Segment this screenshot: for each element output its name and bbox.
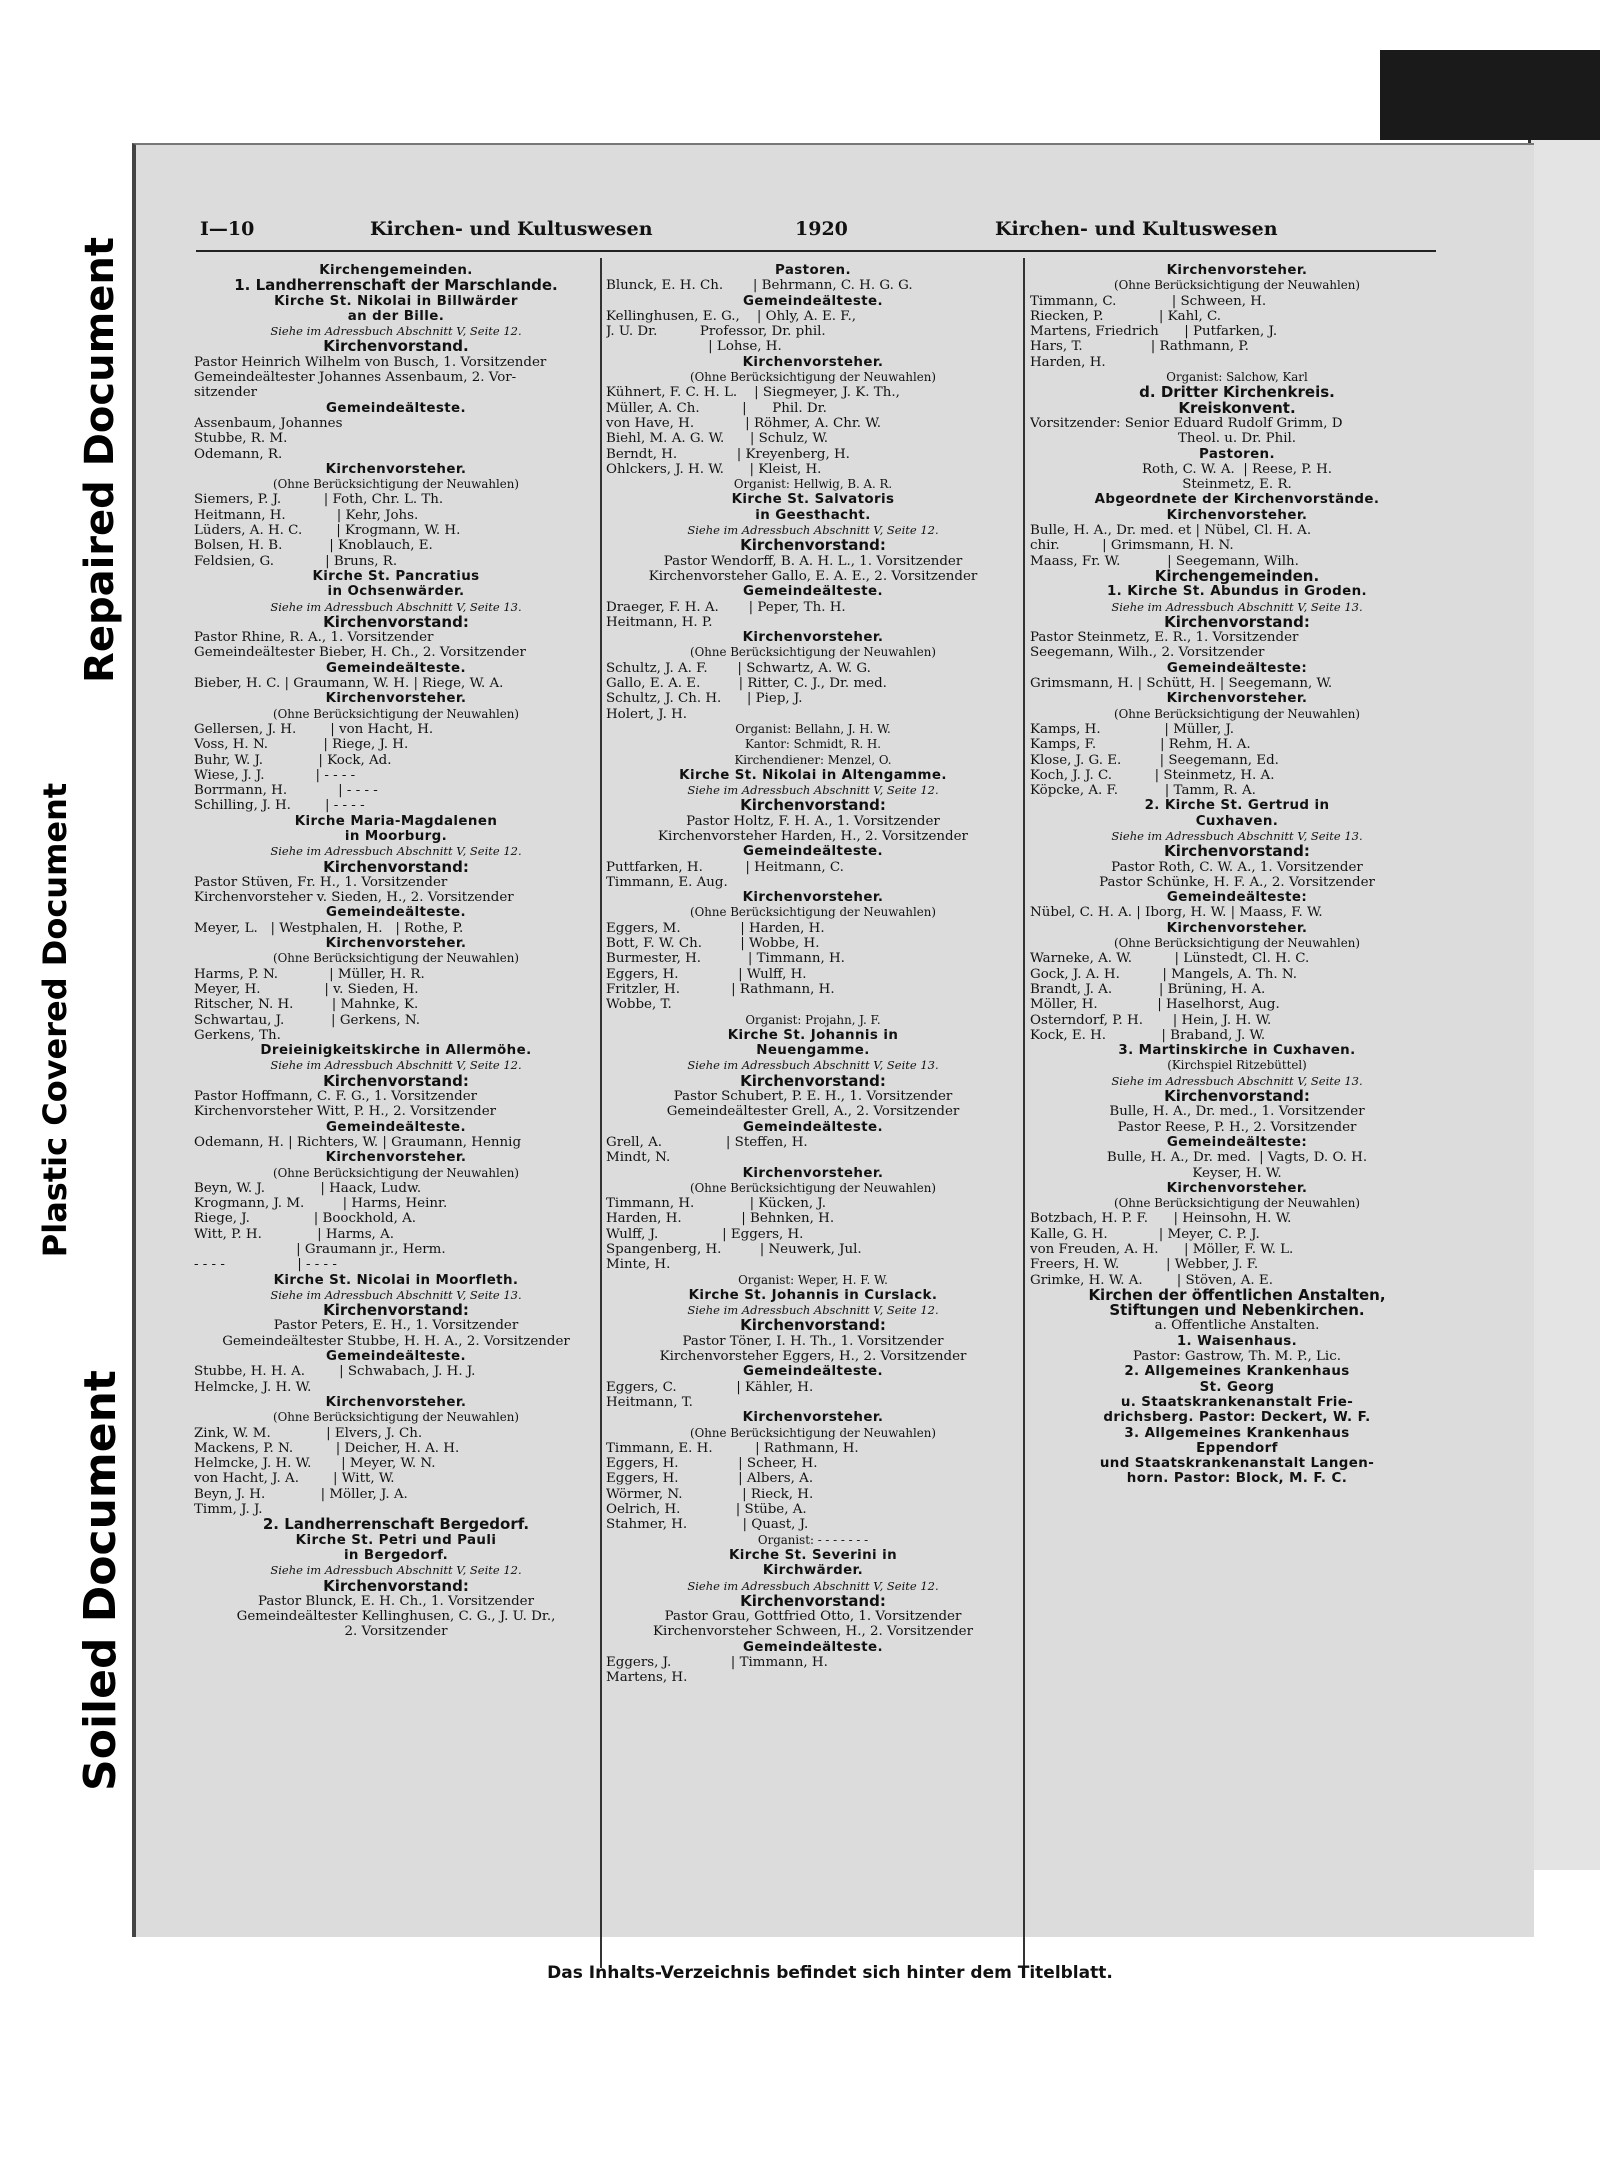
text-line: Kirchenvorstand: (740, 1318, 886, 1334)
text-line: Borrmann, H. | - - - - (194, 783, 378, 799)
text-line: Klose, J. G. E. | Seegemann, Ed. (1030, 752, 1279, 768)
text-line: Timmann, C. | Schween, H. (1030, 293, 1267, 309)
text-line: 1. Waisenhaus. (1176, 1333, 1298, 1349)
text-line: (Ohne Berücksichtigung der Neuwahlen) (690, 645, 936, 660)
text-line: Schilling, J. H. | - - - - (194, 798, 365, 814)
text-line: von Freuden, A. H. | Möller, F. W. L. (1030, 1242, 1294, 1257)
column-1 (194, 263, 598, 1640)
text-line: (Ohne Berücksichtigung der Neuwahlen) (1114, 278, 1360, 293)
text-line: Gemeindeältester Bieber, H. Ch., 2. Vorsitzender (194, 645, 526, 661)
text-line: Buhr, W. J. | Kock, Ad. (194, 752, 392, 768)
text-line: Kellinghusen, E. G., | Ohly, A. E. F., (606, 308, 856, 324)
text-line: Feldsien, G. | Bruns, R. (194, 553, 398, 569)
text-line: Vorsitzender: Senior Eduard Rudolf Grimm, D (1030, 415, 1343, 431)
label-repaired-document (60, 195, 140, 725)
text-line: Kirchenvorstand: (740, 1073, 886, 1090)
text-line: Organist: - - - - - - - (757, 1532, 869, 1547)
text-line: Assenbaum, Johannes (194, 415, 343, 431)
text-line: Kirche St. Salvatoris (731, 492, 895, 508)
text-line: Stubbe, R. M. (194, 431, 288, 447)
text-line: Siehe im Adressbuch Abschnitt V, Seite 13. (270, 1287, 522, 1302)
text-line: Dreieinigkeitskirche in Allermöhe. (260, 1043, 532, 1059)
text-line: Pastor Blunck, E. H. Ch., 1. Vorsitzender (258, 1593, 534, 1609)
text-line: Grimke, H. W. A. | Stöven, A. E. (1030, 1272, 1273, 1288)
text-line: Mackens, P. N. | Deicher, H. A. H. (194, 1440, 460, 1456)
text-line: Kamps, F. | Rehm, H. A. (1030, 737, 1251, 753)
label-text: Repaired Document (77, 237, 123, 683)
text-line: Cuxhaven. (1195, 813, 1279, 829)
page-number: I—10 (200, 218, 255, 240)
text-line: Abgeordnete der Kirchenvorstände. (1094, 492, 1380, 508)
text-line: Kirchenvorsteher Schween, H., 2. Vorsitzender (653, 1624, 973, 1640)
text-line: Gemeindeälteste. (326, 1119, 466, 1135)
text-line: 2. Landherrenschaft Bergedorf. (262, 1517, 530, 1533)
text-line: Pastor Töner, I. H. Th., 1. Vorsitzender (682, 1333, 944, 1349)
text-line: Warneke, A. W. | Lünstedt, Cl. H. C. (1030, 951, 1310, 967)
text-line: Berndt, H. | Kreyenberg, H. (606, 446, 850, 462)
text-line: sitzender (194, 385, 258, 401)
text-line: (Ohne Berücksichtigung der Neuwahlen) (1114, 1196, 1360, 1211)
text-line: Siehe im Adressbuch Abschnitt V, Seite 12. (687, 523, 939, 538)
text-line: Meyer, H. | v. Sieden, H. (194, 981, 419, 997)
text-line: Pastor Steinmetz, E. R., 1. Vorsitzender (1030, 630, 1299, 646)
text-line: Harden, H. (1030, 354, 1106, 370)
text-line: Gemeindeälteste: (1166, 890, 1308, 906)
text-line: Martens, Friedrich | Putfarken, J. (1030, 324, 1278, 340)
text-line: (Ohne Berücksichtigung der Neuwahlen) (690, 905, 936, 920)
header-year: 1920 (795, 218, 848, 240)
text-line: Biehl, M. A. G. W. | Schulz, W. (606, 431, 829, 447)
text-line: Kirche St. Nikolai in Billwärder (274, 293, 518, 309)
text-line: Martens, H. (606, 1670, 688, 1686)
text-line: d. Dritter Kirchenkreis. (1139, 385, 1335, 401)
text-line: Kirche St. Pancratius (312, 568, 480, 584)
text-line: Kirchenvorsteher Eggers, H., 2. Vorsitzender (659, 1349, 967, 1365)
text-line: Kirchenvorstand: (740, 1593, 886, 1610)
text-line: Kirche St. Nikolai in Altengamme. (679, 767, 947, 783)
text-line: Eggers, C. | Kähler, H. (606, 1379, 814, 1395)
text-line: (Kirchspiel Ritzebüttel) (1167, 1058, 1307, 1073)
text-line: Roth, C. W. A. | Reese, P. H. (1141, 461, 1333, 477)
text-line: Siehe im Adressbuch Abschnitt V, Seite 12. (270, 1058, 522, 1073)
text-line: Kirchen der öffentlichen Anstalten, (1088, 1287, 1386, 1304)
text-line: Oelrich, H. | Stübe, A. (606, 1502, 807, 1518)
text-line: Gemeindeältester Kellinghusen, C. G., J. U. Dr., (236, 1609, 556, 1625)
text-line: Eppendorf (1196, 1440, 1278, 1456)
text-line: J. U. Dr. Professor, Dr. phil. (606, 324, 826, 340)
text-line: Keyser, H. W. (1192, 1165, 1282, 1181)
text-line: drichsberg. Pastor: Deckert, W. F. (1103, 1410, 1371, 1426)
text-line: Kirchenvorstand: (740, 798, 886, 814)
text-line: Müller, A. Ch. | Phil. Dr. (606, 400, 827, 416)
text-line: Schultz, J. A. F. | Schwartz, A. W. G. (606, 660, 871, 676)
text-line: Kirche St. Severini in (728, 1547, 898, 1563)
text-line: Nübel, C. H. A. | Iborg, H. W. | Maass, F. W. (1030, 905, 1323, 921)
text-line: Bulle, H. A., Dr. med. et | Nübel, Cl. H. A. (1030, 523, 1312, 539)
text-line: Wörmer, N. | Rieck, H. (606, 1486, 814, 1502)
text-line: 2. Vorsitzender (344, 1624, 448, 1640)
text-line: Kalle, G. H. | Meyer, C. P. J. (1030, 1226, 1260, 1242)
text-line: Kühnert, F. C. H. L. | Siegmeyer, J. K. Th., (606, 385, 900, 401)
text-line: St. Georg (1199, 1379, 1275, 1395)
page-header (200, 218, 1440, 248)
text-line: | Graumann jr., Herm. (194, 1242, 446, 1257)
text-line: Fritzler, H. | Rathmann, H. (606, 981, 835, 997)
text-line: Harms, P. N. | Müller, H. R. (194, 966, 425, 982)
text-line: Kirchenvorsteher. (1166, 263, 1308, 278)
text-line: Gemeindeälteste. (326, 660, 466, 676)
text-line: Eggers, M. | Harden, H. (606, 920, 825, 936)
text-line: Beyn, J. H. | Möller, J. A. (194, 1486, 408, 1502)
text-line: Eggers, J. | Timmann, H. (606, 1655, 828, 1671)
header-rule (196, 250, 1436, 252)
text-line: Heitmann, H. P. (606, 614, 713, 630)
text-line: Brandt, J. A. | Brüning, H. A. (1030, 981, 1266, 997)
text-line: Kantor: Schmidt, R. H. (744, 737, 882, 752)
text-line: (Ohne Berücksichtigung der Neuwahlen) (1114, 936, 1360, 951)
text-line: Kirchenvorstand. (323, 339, 469, 355)
text-line: Kirchenvorsteher. (742, 1165, 884, 1181)
text-line: in Ochsenwärder. (327, 584, 465, 600)
text-line: 3. Martinskirche in Cuxhaven. (1118, 1043, 1356, 1059)
text-line: Gemeindeälteste. (743, 584, 883, 600)
text-line: Riege, J. | Boockhold, A. (194, 1211, 417, 1227)
text-line: Bolsen, H. B. | Knoblauch, E. (194, 538, 433, 554)
text-line: Pastor Holtz, F. H. A., 1. Vorsitzender (686, 813, 940, 829)
text-line: Kirchenvorstand: (1164, 1089, 1310, 1105)
column-3 (1030, 263, 1444, 1487)
text-line: Gemeindeälteste. (326, 905, 466, 921)
text-line: Pastor: Gastrow, Th. M. P., Lic. (1133, 1349, 1341, 1365)
text-line: Mindt, N. (606, 1150, 671, 1166)
text-line: (Ohne Berücksichtigung der Neuwahlen) (690, 370, 936, 385)
header-right-title: Kirchen- und Kultuswesen (995, 218, 1278, 240)
text-line: Pastor Grau, Gottfried Otto, 1. Vorsitzender (664, 1609, 962, 1625)
text-line: Stahmer, H. | Quast, J. (606, 1517, 809, 1533)
text-line: (Ohne Berücksichtigung der Neuwahlen) (273, 1165, 519, 1180)
scan-edge-dark (1380, 50, 1600, 140)
text-line: und Staatskrankenanstalt Langen- (1099, 1456, 1375, 1472)
text-line: Kirchenvorsteher. (325, 1150, 467, 1166)
text-line: horn. Pastor: Block, M. F. C. (1126, 1471, 1348, 1487)
text-line: Timm, J. J. (194, 1502, 263, 1518)
text-line: Koch, J. J. C. | Steinmetz, H. A. (1030, 767, 1275, 783)
text-line: 1. Kirche St. Abundus in Groden. (1106, 584, 1368, 600)
text-line: Kirchenvorsteher. (742, 630, 884, 646)
text-line: Siehe im Adressbuch Abschnitt V, Seite 13. (1111, 828, 1363, 843)
text-line: 3. Allgemeines Krankenhaus (1124, 1425, 1350, 1441)
text-line: Öhlckers, J. H. W. | Kleist, H. (606, 461, 822, 477)
text-line: Harden, H. | Behnken, H. (606, 1211, 835, 1227)
text-line: Pastor Heinrich Wilhelm von Busch, 1. Vorsitzender (194, 354, 547, 370)
text-line: Helmcke, J. H. W. | Meyer, W. N. (194, 1456, 436, 1472)
text-line: Gallo, E. A. E. | Ritter, C. J., Dr. med. (606, 676, 887, 692)
text-line: Gemeindeälteste. (743, 293, 883, 309)
text-line: Eggers, H. | Albers, A. (606, 1471, 814, 1487)
label-plastic-covered-document (20, 745, 90, 1295)
text-line: Kirchenvorsteher. (1166, 920, 1308, 936)
text-line: Kirchenvorsteher. (325, 936, 467, 952)
text-line: Pastor Rhine, R. A., 1. Vorsitzender (194, 630, 434, 646)
text-line: Kirche St. Petri und Pauli (295, 1532, 497, 1548)
text-line: (Ohne Berücksichtigung der Neuwahlen) (690, 1180, 936, 1195)
text-line: Pastoren. (775, 263, 851, 278)
text-line: Kamps, H. | Müller, J. (1030, 721, 1235, 737)
text-line: Freers, H. W. | Webber, J. F. (1030, 1257, 1259, 1273)
text-line: Kirchenvorsteher Harden, H., 2. Vorsitzender (658, 828, 968, 844)
text-line: Bieber, H. C. | Graumann, W. H. | Riege, W. A. (194, 676, 504, 692)
text-line: an der Bille. (347, 308, 445, 324)
text-line: Kirchenvorsteher. (1166, 507, 1308, 523)
text-line: Ritscher, N. H. | Mahnke, K. (194, 997, 419, 1013)
text-line: Pastor Wendorff, B. A. H. L., 1. Vorsitzender (663, 553, 963, 569)
text-line: Stiftungen und Nebenkirchen. (1109, 1303, 1365, 1319)
text-line: Voss, H. N. | Riege, J. H. (194, 737, 409, 753)
text-line: (Ohne Berücksichtigung der Neuwahlen) (1114, 706, 1360, 721)
text-line: Timmann, H. | Kücken, J. (606, 1196, 826, 1212)
text-line: Pastor Roth, C. W. A., 1. Vorsitzender (1111, 859, 1363, 875)
text-line: 2. Kirche St. Gertrud in (1144, 798, 1330, 814)
text-line: Siehe im Adressbuch Abschnitt V, Seite 12. (270, 324, 522, 339)
text-line: Organist: Hellwig, B. A. R. (733, 477, 893, 492)
text-line: Schultz, J. Ch. H. | Piep, J. (606, 691, 803, 707)
text-line: Siehe im Adressbuch Abschnitt V, Seite 12. (687, 783, 939, 798)
footer-note: Das Inhalts-Verzeichnis befindet sich hinter dem Titelblatt. (547, 1963, 1113, 1983)
text-line: in Bergedorf. (343, 1547, 449, 1563)
text-line: Botzbach, H. P. F. | Heinsohn, H. W. (1030, 1211, 1292, 1227)
text-line: Kirchwärder. (762, 1563, 864, 1579)
text-line: Neuengamme. (756, 1043, 870, 1059)
text-line: Siehe im Adressbuch Abschnitt V, Seite 13. (1111, 1073, 1363, 1088)
text-line: Steinmetz, E. R. (1182, 477, 1292, 493)
text-line: (Ohne Berücksichtigung der Neuwahlen) (273, 477, 519, 492)
text-line: Minte, H. (606, 1257, 671, 1273)
text-line: Kirchenvorstand: (323, 859, 469, 875)
text-line: | Lohse, H. (606, 339, 782, 355)
text-line: Siehe im Adressbuch Abschnitt V, Seite 12. (270, 844, 522, 859)
text-line: Kirchendiener: Menzel, O. (734, 752, 892, 767)
label-text: Plastic Covered Document (36, 782, 75, 1258)
text-line: (Ohne Berücksichtigung der Neuwahlen) (273, 951, 519, 966)
text-line: Gemeindeälteste. (743, 1364, 883, 1380)
text-line: - - - - | - - - - (194, 1257, 337, 1273)
text-line: Organist: Bellahn, J. H. W. (735, 721, 891, 736)
text-line: Kirchenvorstand: (1164, 844, 1310, 860)
text-line: Kirchenvorsteher v. Sieden, H., 2. Vorsitzender (194, 890, 514, 906)
text-line: Gemeindeälteste. (326, 1349, 466, 1365)
text-line: Pastor Peters, E. H., 1. Vorsitzender (273, 1318, 519, 1334)
text-line: Siehe im Adressbuch Abschnitt V, Seite 12. (270, 1563, 522, 1578)
text-line: Pastor Hoffmann, C. F. G., 1. Vorsitzender (194, 1089, 478, 1105)
text-line: Kirche St. Nicolai in Moorfleth. (273, 1272, 519, 1288)
text-line: Pastor Schünke, H. F. A., 2. Vorsitzender (1099, 874, 1375, 890)
text-line: Holert, J. H. (606, 706, 688, 722)
text-line: Gemeindeältester Grell, A., 2. Vorsitzender (666, 1104, 960, 1120)
text-line: Krogmann, J. M. | Harms, Heinr. (194, 1196, 448, 1212)
text-line: Gemeindeälteste. (743, 844, 883, 860)
text-line: in Moorburg. (344, 828, 448, 844)
text-line: Gellersen, J. H. | von Hacht, H. (194, 721, 434, 737)
text-line: Riecken, P. | Kahl, C. (1030, 308, 1222, 324)
text-line: Eggers, H. | Scheer, H. (606, 1456, 818, 1472)
text-line: Hars, T. | Rathmann, P. (1030, 339, 1249, 355)
text-line: von Have, H. | Röhmer, A. Chr. W. (606, 415, 881, 431)
text-line: Organist: Projahn, J. F. (745, 1012, 881, 1027)
text-line: u. Staatskrankenanstalt Frie- (1120, 1394, 1354, 1410)
text-line: Pastor Schubert, P. E. H., 1. Vorsitzender (673, 1089, 953, 1105)
text-line: Kirchengemeinden. (1154, 568, 1320, 585)
text-line: Helmcke, J. H. W. (194, 1379, 312, 1395)
text-line: Kirchenvorstand: (740, 538, 886, 554)
next-page-edge (1530, 140, 1600, 1870)
text-line: Kirchenvorsteher. (325, 1394, 467, 1410)
text-line: Siehe im Adressbuch Abschnitt V, Seite 12. (687, 1303, 939, 1318)
text-line: Zink, W. M. | Elvers, J. Ch. (194, 1425, 423, 1441)
text-line: Heitmann, T. (606, 1394, 693, 1410)
text-line: Maass, Fr. W. | Seegemann, Wilh. (1030, 553, 1299, 569)
text-line: Stubbe, H. H. A. | Schwabach, J. H. J. (194, 1364, 476, 1380)
text-line: Odemann, H. | Richters, W. | Graumann, Hennig (194, 1134, 522, 1150)
text-line: Osterndorf, P. H. | Hein, J. H. W. (1030, 1012, 1272, 1028)
text-line: Kreiskonvent. (1178, 400, 1296, 416)
text-line: Gock, J. A. H. | Mangels, A. Th. N. (1030, 966, 1298, 982)
text-line: Kirchengemeinden. (319, 263, 473, 278)
text-line: a. Öffentliche Anstalten. (1154, 1318, 1320, 1334)
text-line: Draeger, F. H. A. | Peper, Th. H. (606, 599, 846, 615)
text-line: (Ohne Berücksichtigung der Neuwahlen) (690, 1425, 936, 1440)
text-line: Odemann, R. (194, 446, 283, 462)
text-line: Gerkens, Th. (194, 1027, 281, 1043)
text-line: Kock, E. H. | Braband, J. W. (1030, 1027, 1266, 1043)
text-line: Kirchenvorsteher. (325, 461, 467, 477)
text-line: Kirchenvorsteher. (1166, 691, 1308, 707)
label-text: Soiled Document (74, 1369, 126, 1791)
text-line: Pastoren. (1199, 446, 1275, 462)
column-divider (1023, 258, 1025, 1968)
text-line: Organist: Salchow, Karl (1166, 370, 1308, 385)
text-line: Theol. u. Dr. Phil. (1177, 431, 1297, 447)
text-line: Kirchenvorstand: (323, 614, 469, 631)
text-line: Köpcke, A. F. | Tamm, R. A. (1030, 783, 1256, 799)
text-line: Kirchenvorsteher. (742, 1410, 884, 1426)
text-line: Kirchenvorstand: (323, 1303, 469, 1319)
text-line: Bott, F. W. Ch. | Wobbe, H. (606, 936, 820, 952)
text-line: Lüders, A. H. C. | Krogmann, W. H. (194, 523, 461, 539)
text-line: Kirchenvorsteher Gallo, E. A. E., 2. Vorsitzender (648, 568, 978, 584)
text-line: 1. Landherrenschaft der Marschlande. (234, 278, 558, 294)
text-line: Siemers, P. J. | Foth, Chr. L. Th. (194, 492, 444, 508)
text-line: chir. | Grimsmann, H. N. (1030, 538, 1234, 554)
text-line: Pastor Reese, P. H., 2. Vorsitzender (1117, 1119, 1357, 1135)
text-line: Gemeindeälteste. (326, 400, 466, 416)
text-line: (Ohne Berücksichtigung der Neuwahlen) (273, 1410, 519, 1425)
text-line: Bulle, H. A., Dr. med. | Vagts, D. O. H. (1106, 1150, 1368, 1166)
text-line: Siehe im Adressbuch Abschnitt V, Seite 13. (687, 1058, 939, 1073)
header-left-title: Kirchen- und Kultuswesen (370, 218, 653, 240)
text-line: Wiese, J. J. | - - - - (194, 767, 356, 783)
text-line: Eggers, H. | Wulff, H. (606, 966, 807, 982)
text-line: in Geesthacht. (755, 507, 871, 523)
text-line: von Hacht, J. A. | Witt, W. (194, 1471, 395, 1487)
text-line: Organist: Weper, H. F. W. (738, 1272, 888, 1287)
text-line: Schwartau, J. | Gerkens, N. (194, 1012, 421, 1028)
text-line: Kirchenvorsteher. (1166, 1180, 1308, 1196)
text-line: Burmester, H. | Timmann, H. (606, 951, 845, 967)
text-line: 2. Allgemeines Krankenhaus (1124, 1364, 1350, 1380)
text-line: Spangenberg, H. | Neuwerk, Jul. (606, 1242, 862, 1257)
text-line: Beyn, W. J. | Haack, Ludw. (194, 1180, 422, 1196)
text-line: Witt, P. H. | Harms, A. (194, 1226, 395, 1242)
text-line: Puttfarken, H. | Heitmann, C. (606, 859, 844, 875)
text-line: Pastor Stüven, Fr. H., 1. Vorsitzender (194, 874, 448, 890)
text-line: Kirchenvorstand: (1164, 614, 1310, 631)
text-line: Kirche St. Johannis in (727, 1027, 899, 1043)
text-line: Kirchenvorstand: (323, 1073, 469, 1090)
text-line: Möller, H. | Haselhorst, Aug. (1030, 997, 1280, 1013)
column-2 (606, 263, 1020, 1686)
text-line: (Ohne Berücksichtigung der Neuwahlen) (273, 706, 519, 721)
text-line: Siehe im Adressbuch Abschnitt V, Seite 13. (270, 599, 522, 614)
text-line: Timmann, E. H. | Rathmann, H. (606, 1440, 859, 1456)
text-line: Heitmann, H. | Kehr, Johs. (194, 507, 419, 523)
text-line: Kirchenvorstand: (323, 1578, 469, 1594)
text-line: Gemeindeälteste. (743, 1119, 883, 1135)
text-line: Timmann, E. Aug. (606, 874, 728, 890)
text-line: Seegemann, Wilh., 2. Vorsitzender (1030, 645, 1265, 661)
text-line: Wulff, J. | Eggers, H. (606, 1226, 804, 1242)
text-line: Gemeindeälteste. (743, 1639, 883, 1655)
text-line: Siehe im Adressbuch Abschnitt V, Seite 12. (687, 1578, 939, 1593)
text-line: Bulle, H. A., Dr. med., 1. Vorsitzender (1109, 1104, 1365, 1120)
text-line: Gemeindeältester Johannes Assenbaum, 2. Vor- (194, 370, 517, 386)
text-line: Siehe im Adressbuch Abschnitt V, Seite 13. (1111, 599, 1363, 614)
text-line: Grimsmann, H. | Schütt, H. | Seegemann, W. (1030, 676, 1333, 692)
column-divider (600, 258, 602, 1968)
text-line: Kirchenvorsteher. (742, 890, 884, 906)
text-line: Kirchenvorsteher. (325, 691, 467, 707)
text-line: Gemeindeälteste: (1166, 660, 1308, 676)
text-line: Kirche Maria-Magdalenen (294, 813, 498, 829)
text-line: Wobbe, T. (606, 997, 672, 1013)
text-line: Kirchenvorsteher. (742, 354, 884, 370)
text-line: Blunck, E. H. Ch. | Behrmann, C. H. G. G. (606, 278, 913, 294)
text-line: Gemeindeältester Stubbe, H. H. A., 2. Vorsitzender (222, 1333, 570, 1349)
text-line: Gemeindeälteste: (1166, 1134, 1308, 1150)
text-line: Kirche St. Johannis in Curslack. (688, 1287, 938, 1303)
text-line: Kirchenvorsteher Witt, P. H., 2. Vorsitzender (194, 1104, 497, 1120)
text-line: Meyer, L. | Westphalen, H. | Rothe, P. (194, 920, 464, 936)
text-line: Grell, A. | Steffen, H. (606, 1134, 808, 1150)
